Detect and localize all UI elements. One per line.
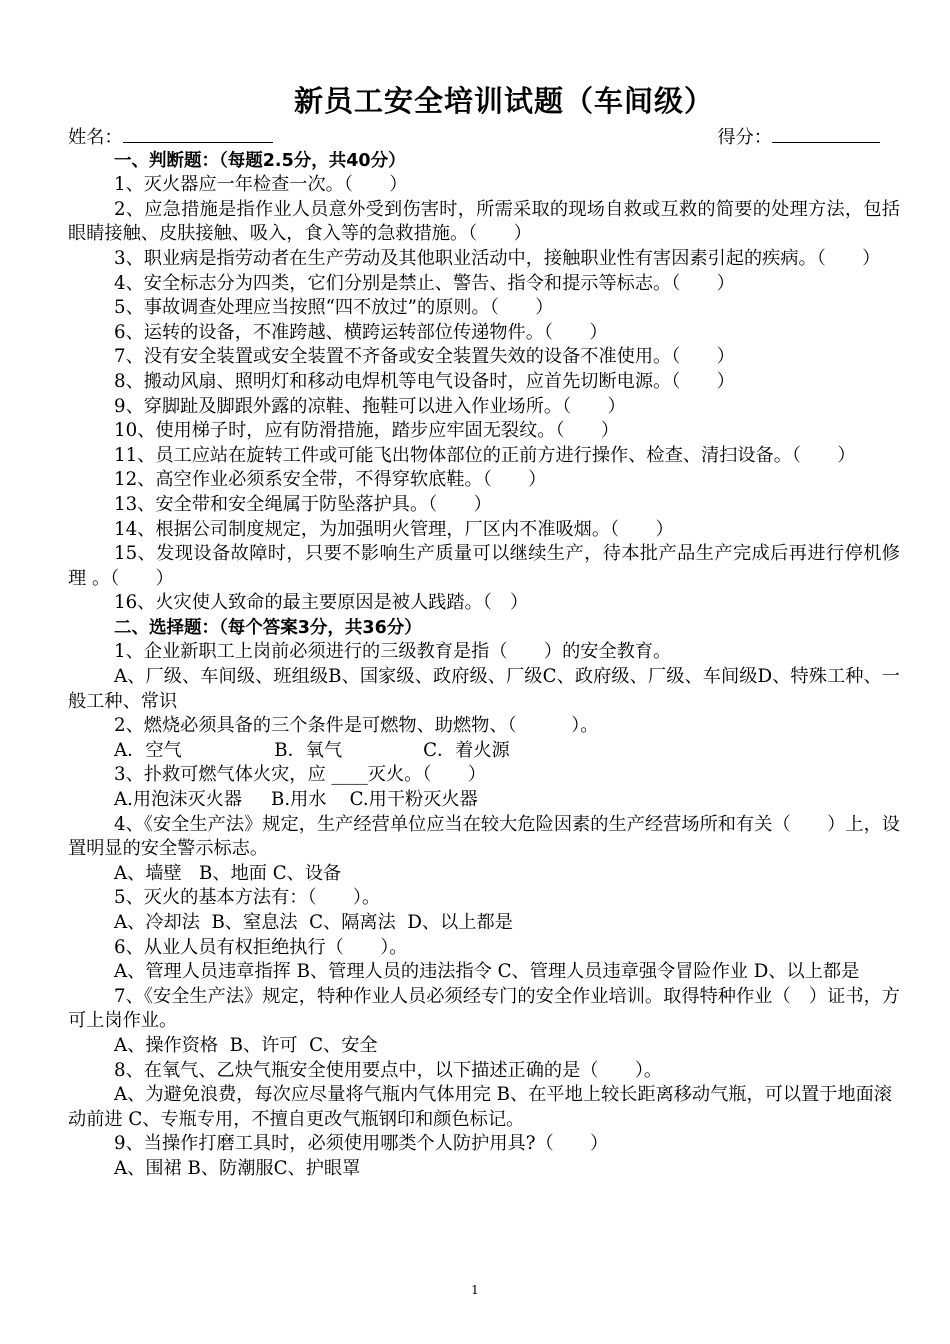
choice-options-3: A.用泡沫灭火器 B.用水 C.用干粉灭火器 bbox=[114, 789, 478, 811]
question-3: 3、职业病是指劳动者在生产劳动及其他职业活动中，接触职业性有害因素引起的疾病。（ ） bbox=[114, 247, 881, 269]
section-heading-multiple-choice: 二、选择题：（每个答案3分，共36分） bbox=[114, 617, 422, 638]
name-label: 姓名： bbox=[68, 127, 123, 148]
question-9: 9、穿脚趾及脚跟外露的凉鞋、拖鞋可以进入作业场所。（ ） bbox=[114, 395, 626, 417]
question-13: 13、安全带和安全绳属于防坠落护具。（ ） bbox=[114, 493, 492, 515]
choice-question-5: 5、灭火的基本方法有：（ ）。 bbox=[114, 887, 381, 909]
exam-page bbox=[68, 78, 900, 1182]
question-8: 8、搬动风扇、照明灯和移动电焊机等电气设备时，应首先切断电源。（ ） bbox=[114, 370, 735, 392]
choice-options-4: A、墙壁 B、地面 C、设备 bbox=[114, 862, 342, 884]
question-1: 1、灭火器应一年检查一次。（ ） bbox=[114, 174, 408, 196]
question-16: 16、火灾使人致命的最主要原因是被人践踏。（ ） bbox=[114, 592, 529, 614]
score-field bbox=[717, 124, 880, 149]
question-10: 10、使用梯子时，应有防滑措施，踏步应牢固无裂纹。（ ） bbox=[114, 420, 620, 442]
question-4: 4、安全标志分为四类，它们分别是禁止、警告、指令和提示等标志。（ ） bbox=[114, 272, 735, 294]
score-blank[interactable] bbox=[772, 124, 880, 143]
header-row bbox=[68, 124, 900, 149]
choice-options-8: A、为避免浪费，每次应尽量将气瓶内气体用完 B、在平地上较长距离移动气瓶，可以置于地面滚动前进 C、专瓶专用，不擅自更改气瓶钢印和颜色标记。 bbox=[68, 1084, 892, 1130]
page-number: 1 bbox=[471, 1283, 479, 1297]
choice-question-3: 3、扑救可燃气体火灾，应 ____灭火。（ ） bbox=[114, 764, 487, 786]
choice-question-9: 9、当操作打磨工具时，必须使用哪类个人防护用具?（ ） bbox=[114, 1133, 609, 1155]
section-heading-true-false: 一、判断题：（每题2.5分，共40分） bbox=[114, 150, 406, 171]
page-title: 新员工安全培训试题（车间级） bbox=[293, 84, 714, 118]
name-blank[interactable] bbox=[123, 124, 273, 143]
choice-question-1: 1、企业新职工上岗前必须进行的三级教育是指（ ）的安全教育。 bbox=[114, 641, 672, 663]
score-label: 得分： bbox=[717, 127, 772, 148]
choice-question-2: 2、燃烧必须具备的三个条件是可燃物、助燃物、（ ）。 bbox=[114, 715, 599, 737]
choice-question-8: 8、在氧气、乙炔气瓶安全使用要点中，以下描述正确的是（ ）。 bbox=[114, 1059, 663, 1081]
question-11: 11、员工应站在旋转工件或可能飞出物体部位的正前方进行操作、检查、清扫设备。（ ） bbox=[114, 444, 856, 466]
choice-options-1: A、厂级、车间级、班组级B、国家级、政府级、厂级C、政府级、厂级、车间级D、特殊工种、一般工种、常识 bbox=[68, 666, 900, 712]
question-2: 2、应急措施是指作业人员意外受到伤害时，所需采取的现场自救或互救的简要的处理方法，包括眼睛接触、皮肤接触、吸入，食入等的急救措施。（ ） bbox=[68, 198, 900, 245]
choice-options-7: A、操作资格 B、许可 C、安全 bbox=[114, 1034, 378, 1056]
question-6: 6、运转的设备，不准跨越、横跨运转部位传递物件。（ ） bbox=[114, 321, 608, 343]
choice-options-2: A．空气 B．氧气 C．着火源 bbox=[114, 739, 510, 761]
choice-question-4: 4、《安全生产法》规定，生产经营单位应当在较大危险因素的生产经营场所和有关（ ）上，设置明显的安全警示标志。 bbox=[68, 813, 900, 860]
question-12: 12、高空作业必须系安全带，不得穿软底鞋。（ ） bbox=[114, 469, 547, 491]
choice-question-7: 7、《安全生产法》规定，特种作业人员必须经专门的安全作业培训。取得特种作业（ ）证书，方可上岗作业。 bbox=[68, 985, 900, 1032]
choice-question-6: 6、从业人员有权拒绝执行（ ）。 bbox=[114, 936, 408, 958]
choice-options-9: A、围裙 B、防潮服C、护眼罩 bbox=[114, 1157, 361, 1179]
question-7: 7、没有安全装置或安全装置不齐备或安全装置失效的设备不准使用。（ ） bbox=[114, 346, 735, 368]
question-5: 5、事故调查处理应当按照“四不放过”的原则。（ ） bbox=[114, 297, 554, 319]
name-field bbox=[68, 124, 273, 149]
question-15: 15、发现设备故障时，只要不影响生产质量可以继续生产，待本批产品生产完成后再进行停机修理 。（ ） bbox=[68, 543, 900, 589]
choice-options-6: A、管理人员违章指挥 B、管理人员的违法指令 C、管理人员违章强令冒险作业 D、以上都是 bbox=[114, 961, 860, 983]
question-14: 14、根据公司制度规定，为加强明火管理，厂区内不准吸烟。（ ） bbox=[114, 518, 674, 540]
choice-options-5: A、冷却法 B、窒息法 C、隔离法 D、以上都是 bbox=[114, 912, 513, 933]
